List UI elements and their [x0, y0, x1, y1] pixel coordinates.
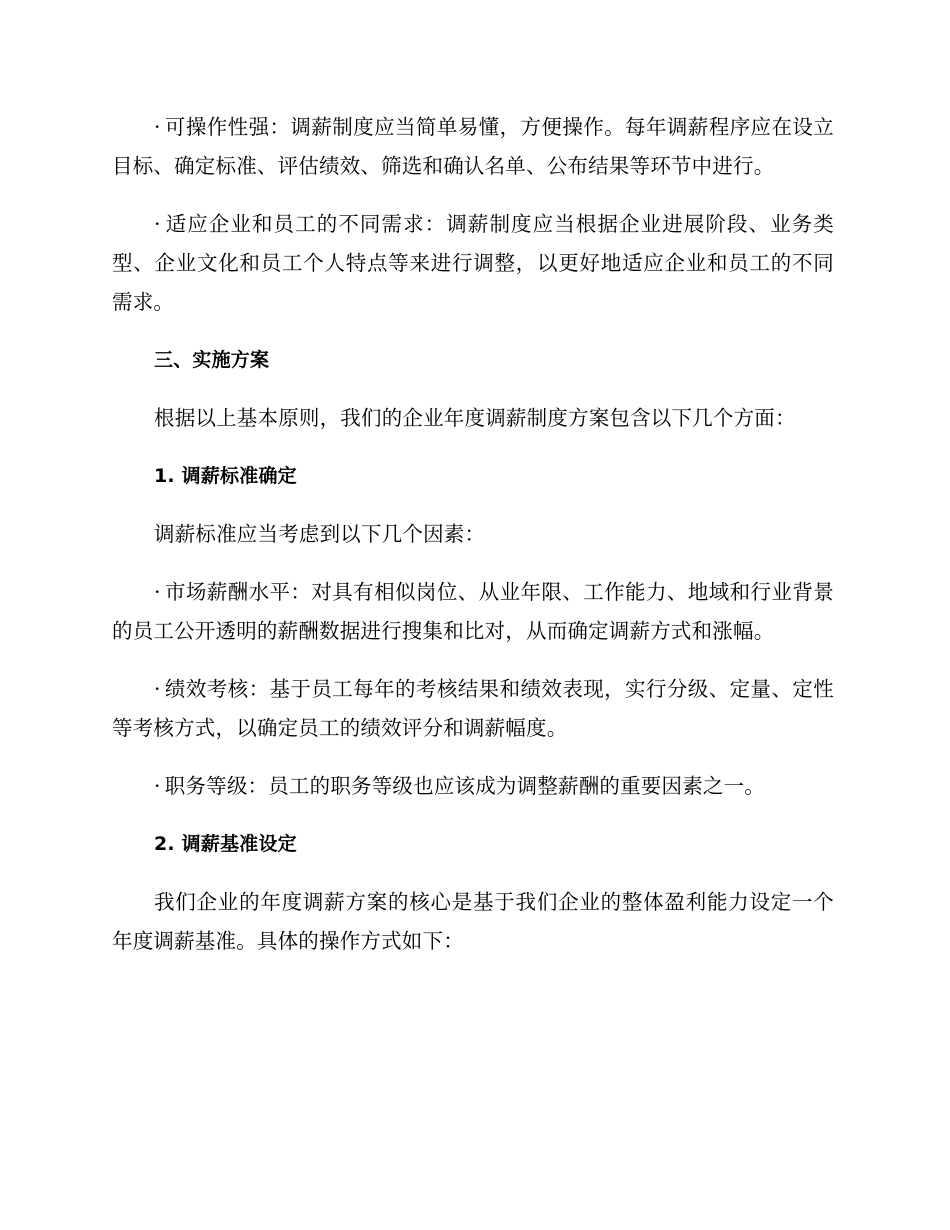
paragraph-text: 市场薪酬水平：对具有相似岗位、从业年限、工作能力、地域和行业背景的员工公开透明的薪酬数据进行搜集和比对，从而确定调薪方式和涨幅。 — [112, 580, 834, 643]
section-heading-implementation: 三、实施方案 — [154, 349, 270, 371]
paragraph-intro: 根据以上基本原则，我们的企业年度调薪制度方案包含以下几个方面： — [154, 406, 796, 430]
paragraph-text: 职务等级：员工的职务等级也应该成为调整薪酬的重要因素之一。 — [164, 774, 766, 798]
paragraph-factors-intro: 调薪标准应当考虑到以下几个因素： — [154, 522, 486, 546]
paragraph-text: 可操作性强：调薪制度应当简单易懂，方便操作。每年调薪程序应在设立目标、确定标准、评估绩效、筛选和确认名单、公布结果等环节中进行。 — [112, 115, 834, 178]
paragraph-operability — [112, 108, 834, 186]
paragraph-market-pay — [112, 573, 834, 651]
paragraph-performance — [112, 670, 834, 748]
subheading-standard: 1. 调薪标准确定 — [154, 465, 297, 487]
bullet-mark: · — [154, 212, 161, 236]
document-page — [112, 108, 834, 961]
subheading-benchmark: 2. 调薪基准设定 — [154, 833, 297, 855]
paragraph-job-level — [112, 767, 834, 806]
paragraph-text: 适应企业和员工的不同需求：调薪制度应当根据企业进展阶段、业务类型、企业文化和员工个人特点等来进行调整，以更好地适应企业和员工的不同需求。 — [112, 212, 834, 314]
bullet-mark: · — [154, 115, 161, 139]
paragraph-benchmark: 我们企业的年度调薪方案的核心是基于我们企业的整体盈利能力设定一个年度调薪基准。具体的操作方式如下： — [112, 890, 834, 953]
bullet-mark: · — [154, 580, 161, 604]
bullet-mark: · — [154, 677, 161, 701]
paragraph-text: 绩效考核：基于员工每年的考核结果和绩效表现，实行分级、定量、定性等考核方式，以确定员工的绩效评分和调薪幅度。 — [112, 677, 834, 740]
paragraph-adaptability — [112, 205, 834, 322]
bullet-mark: · — [154, 774, 161, 798]
